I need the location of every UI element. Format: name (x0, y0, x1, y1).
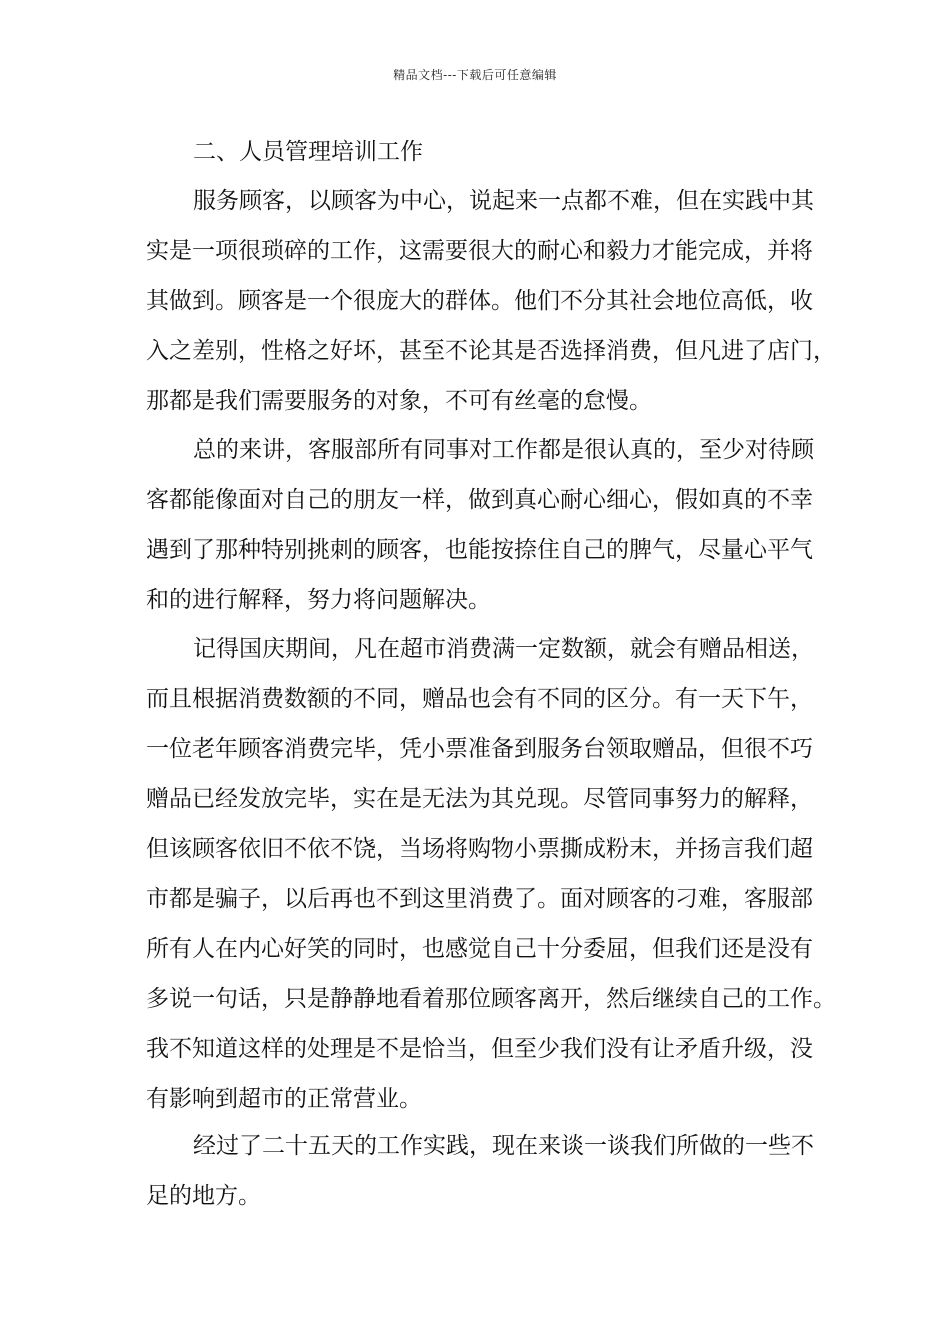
paragraph-1 (146, 183, 836, 433)
paragraph-line: 和的进行解释，努力将问题解决。 (146, 587, 491, 613)
paragraph-line: 服务顾客，以顾客为中心，说起来一点都不难，但在实践中其 (193, 188, 814, 214)
paragraph-3 (146, 631, 836, 1131)
paragraph-line: 总的来讲，客服部所有同事对工作都是很认真的，至少对待顾 (193, 437, 814, 463)
section-heading: 二、人员管理培训工作 (193, 139, 423, 165)
paragraph-line: 足的地方。 (146, 1183, 261, 1209)
paragraph-line: 所有人在内心好笑的同时，也感觉自己十分委屈，但我们还是没有 (146, 936, 813, 962)
paragraph-line: 记得国庆期间，凡在超市消费满一定数额，就会有赠品相送， (193, 636, 814, 662)
paragraph-line: 实是一项很琐碎的工作，这需要很大的耐心和毅力才能完成，并将 (146, 238, 813, 264)
paragraph-line: 遇到了那种特别挑刺的顾客，也能按捺住自己的脾气，尽量心平气 (146, 537, 813, 563)
page-header: 精品文档---下载后可任意编辑 (393, 68, 557, 82)
paragraph-line: 有影响到超市的正常营业。 (146, 1086, 422, 1112)
paragraph-line: 其做到。顾客是一个很庞大的群体。他们不分其社会地位高低，收 (146, 288, 813, 314)
paragraph-line: 那都是我们需要服务的对象，不可有丝毫的怠慢。 (146, 388, 652, 414)
paragraph-line: 一位老年顾客消费完毕，凭小票准备到服务台领取赠品，但很不巧 (146, 736, 813, 762)
paragraph-line: 入之差别，性格之好坏，甚至不论其是否选择消费，但凡进了店门， (146, 338, 836, 364)
paragraph-line: 多说一句话，只是静静地看着那位顾客离开，然后继续自己的工作。 (146, 986, 836, 1012)
paragraph-line: 我不知道这样的处理是不是恰当，但至少我们没有让矛盾升级，没 (146, 1036, 813, 1062)
paragraph-line: 而且根据消费数额的不同，赠品也会有不同的区分。有一天下午， (146, 686, 813, 712)
paragraph-4 (146, 1128, 814, 1228)
paragraph-line: 赠品已经发放完毕，实在是无法为其兑现。尽管同事努力的解释， (146, 786, 813, 812)
paragraph-line: 但该顾客依旧不依不饶，当场将购物小票撕成粉末，并扬言我们超 (146, 836, 813, 862)
paragraph-2 (146, 432, 814, 632)
paragraph-line: 市都是骗子，以后再也不到这里消费了。面对顾客的刁难，客服部 (146, 886, 813, 912)
paragraph-line: 客都能像面对自己的朋友一样，做到真心耐心细心，假如真的不幸 (146, 487, 813, 513)
paragraph-line: 经过了二十五天的工作实践，现在来谈一谈我们所做的一些不 (193, 1133, 814, 1159)
